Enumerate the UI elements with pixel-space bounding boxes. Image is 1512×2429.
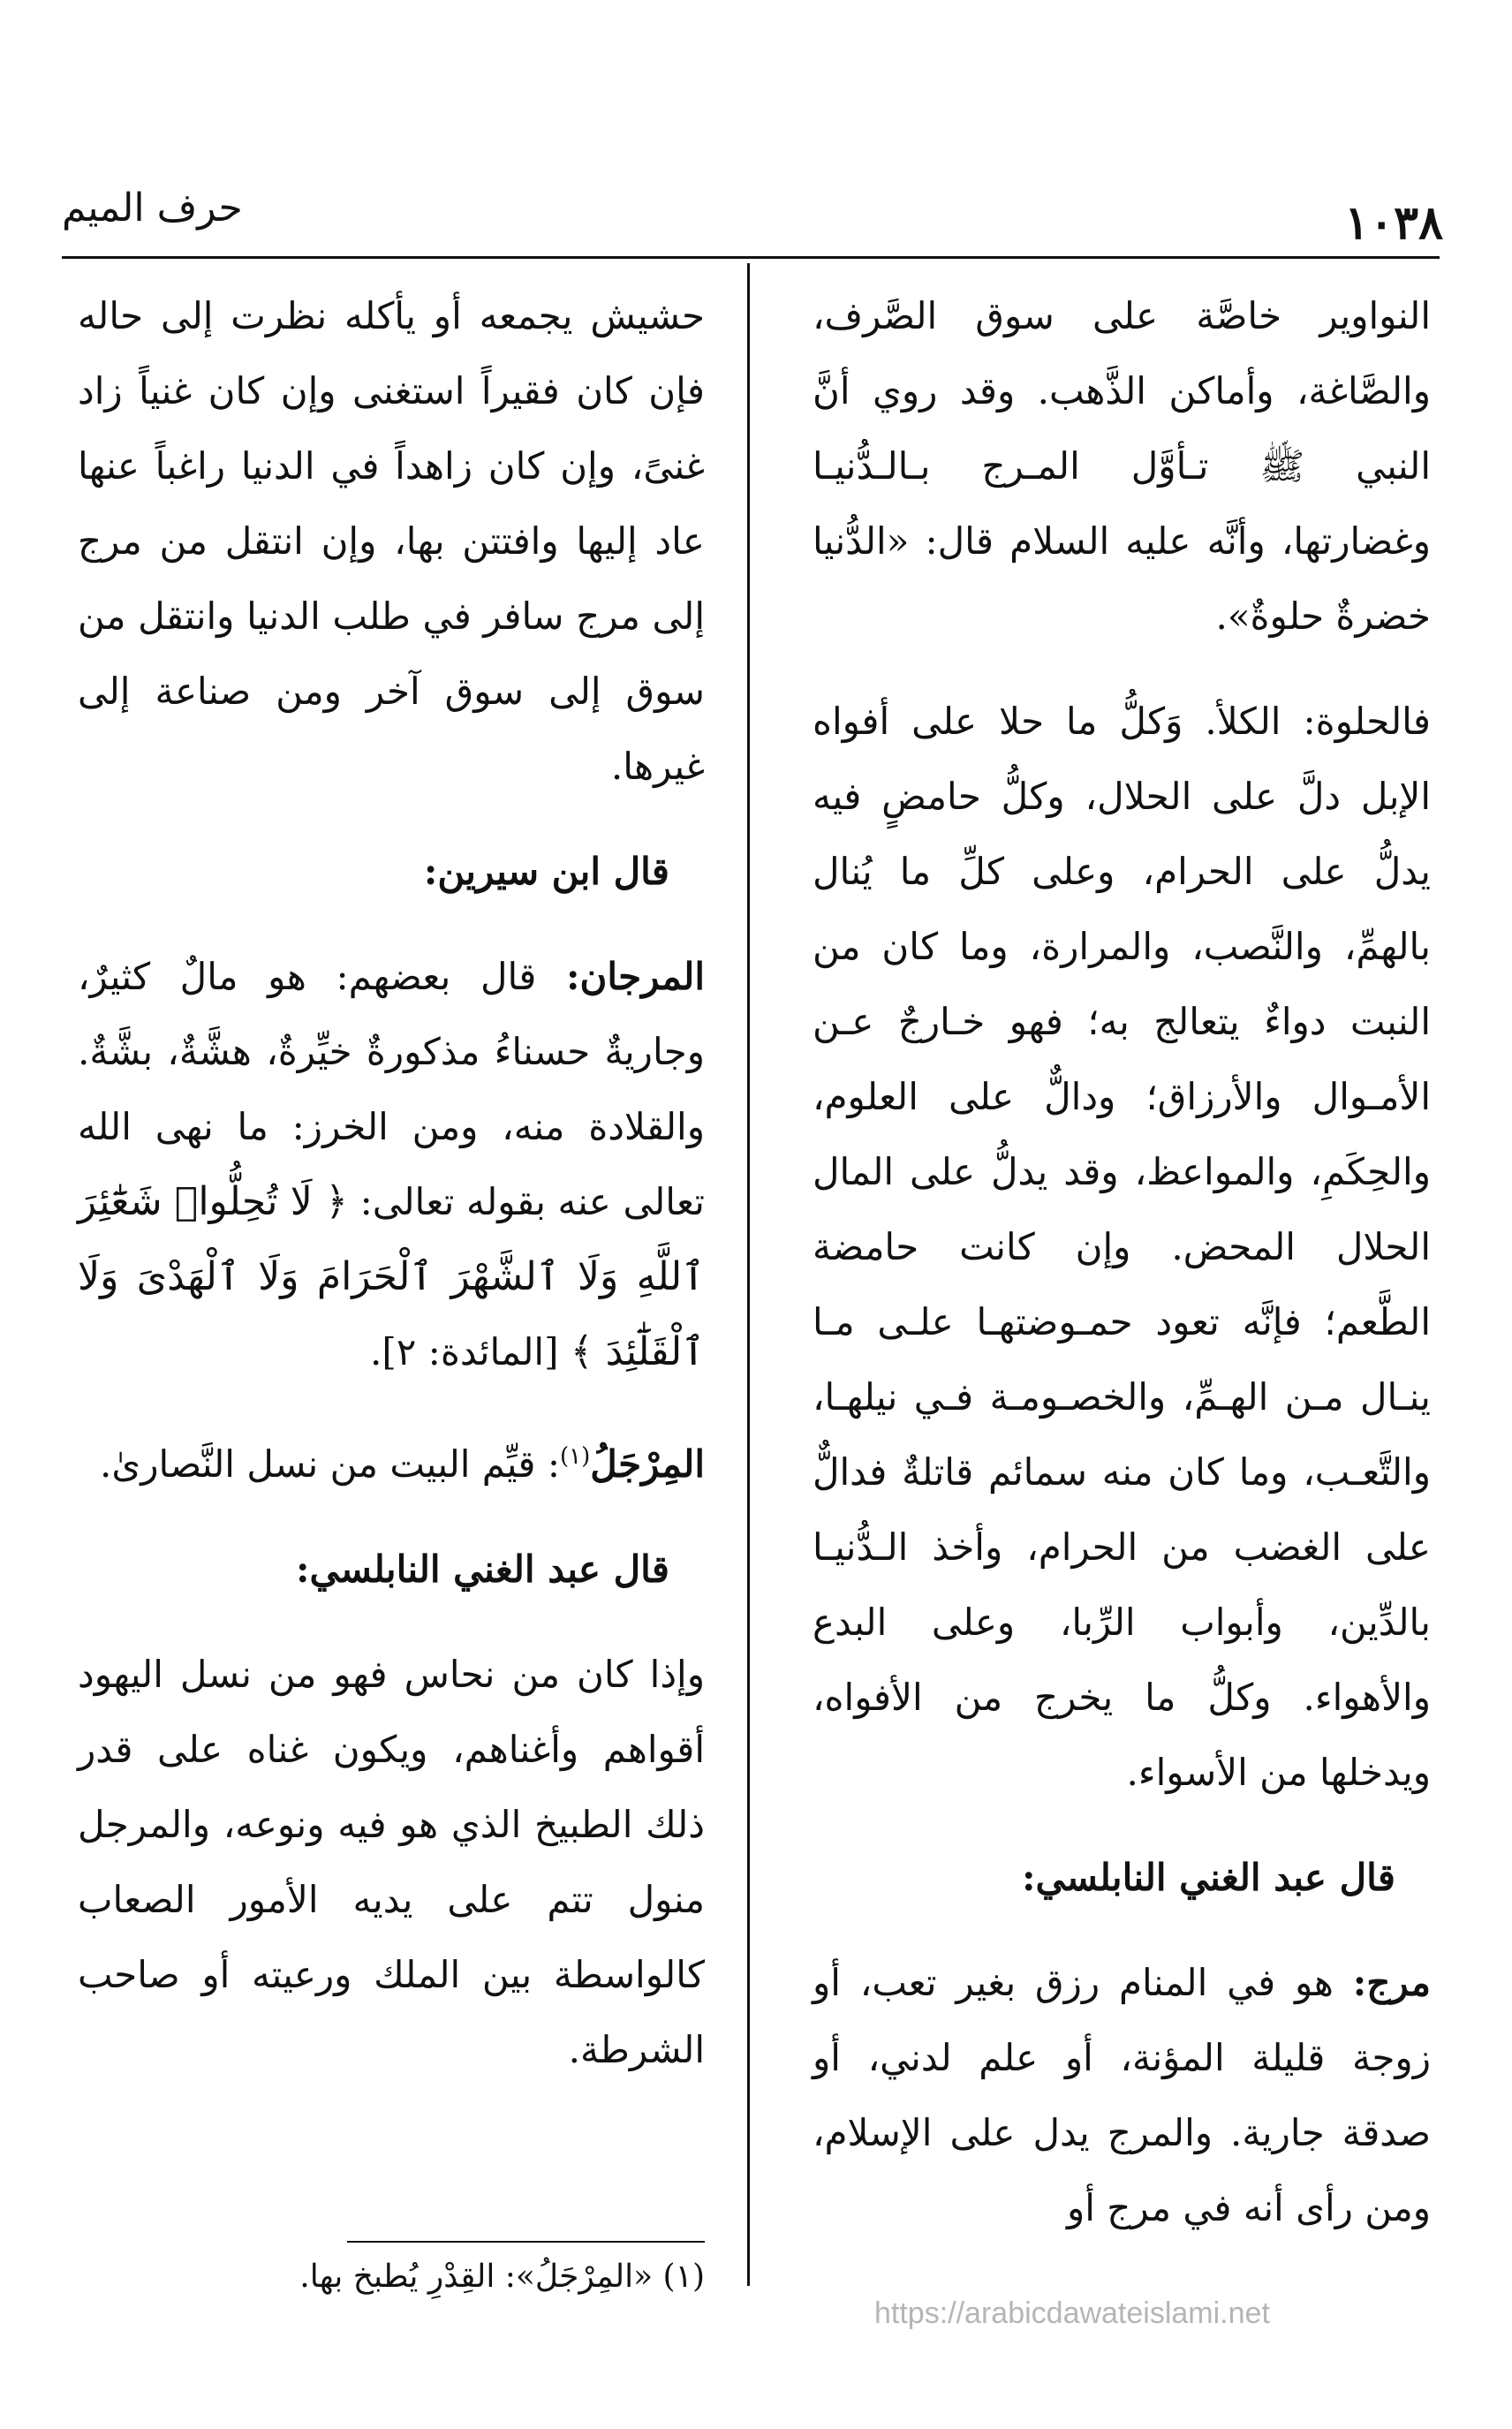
- left-heading-2: قال عبد الغني النابلسي:: [296, 1547, 669, 1591]
- left-paragraph-2-text: قال بعضهم: هو مالٌ كثيرٌ، وجاريةٌ حسناءُ مذكورةٌ خيِّرةٌ، هشَّةٌ، بشَّةٌ. والقلادة منه، ومن الخرز: ما نهى الله تعالى عنه بقوله تعالى:: [78, 955, 705, 1223]
- right-paragraph-1: النواوير خاصَّة على سوق الصَّرف، والصَّاغة، وأماكن الذَّهب. وقد روي أنَّ النبي ﷺ تـأوَّل المـرج بـالـدُّنيـا وغضارتها، وأنَّه عليه السلام قال: «الدُّنيا خضرةٌ حلوةٌ».: [813, 294, 1431, 638]
- left-heading-1: قال ابن سيرين:: [423, 850, 669, 893]
- header-rule: [62, 256, 1440, 259]
- term-marj: مرج:: [1352, 1961, 1431, 2004]
- left-paragraph-4: وإذا كان من نحاس فهو من نسل اليهود أقواهم وأغناهم، ويكون غناه على قدر ذلك الطبيخ الذي هو فيه ونوعه، والمرجل منول تتم على يديه الأمور الصعاب كالواسطة بين الملك ورعيته أو صاحب الشرطة.: [78, 1653, 705, 2071]
- left-paragraph-3: [78, 1419, 705, 1502]
- running-title: حرف الميم: [62, 185, 243, 231]
- term-murjan: المرجان:: [565, 955, 705, 998]
- left-column: [78, 278, 705, 2117]
- footnote-marker: (١): [560, 1443, 591, 1470]
- quran-verse: ﴿ لَا تُحِلُّوا۟ شَعَٰٓئِرَ ٱللَّهِ وَلَا ٱلشَّهْرَ ٱلْحَرَامَ وَلَا ٱلْهَدْىَ وَلَا ٱلْقَلَٰٓئِدَ ﴾: [78, 1179, 705, 1374]
- footnote-rule: [347, 2241, 705, 2243]
- left-paragraph-2: [78, 939, 705, 1389]
- right-heading: قال عبد الغني النابلسي:: [1022, 1856, 1395, 1899]
- right-paragraph-3-text: هو في المنام رزق بغير تعب، أو زوجة قليلة المؤنة، أو علم لدني، أو صدقة جارية. والمرج يدل على الإسلام، ومن رأى أنه في مرج أو: [813, 1961, 1431, 2229]
- left-paragraph-1: حشيش يجمعه أو يأكله نظرت إلى حاله فإن كان فقيراً استغنى وإن كان غنياً زاد غنىً، وإن كان زاهداً في الدنيا راغباً عنها عاد إليها وافتتن بها، وإن انتقل من مرج إلى مرج سافر في طلب الدنيا وانتقل من سوق إلى سوق آخر ومن صناعة إلى غيرها.: [78, 294, 705, 788]
- right-paragraph-2: فالحلوة: الكلأ. وَكلُّ ما حلا على أفواه الإبل دلَّ على الحلال، وكلُّ حامضٍ فيه يدلُّ على الحرام، وعلى كلِّ ما يُنال بالهمِّ، والنَّصب، والمرارة، وما كان من النبت دواءٌ يتعالج به؛ فهو خـارجٌ عـن الأمـوال والأرزاق؛ ودالٌّ على العلوم، والحِكَمِ، والمواعظ، وقد يدلُّ على المال الحلال المحض. وإن كانت حامضة الطَّعم؛ فإنَّه تعود حمـوضتهـا علـى مـا ينـال مـن الهـمِّ، والخصـومـة فـي نيلهـا، والتَّعـب، وما كان منه سمائم قاتلةٌ فدالٌّ على الغضب من الحرام، وأخذ الـدُّنيـا بالدِّين، وأبواب الرِّبا، وعلى البدع والأهواء. وكلُّ ما يخرج من الأفواه، ويدخلها من الأسواء.: [813, 700, 1431, 1794]
- right-column: [813, 278, 1431, 2275]
- right-paragraph-3: [813, 1945, 1431, 2245]
- term-mirjal: المِرْجَلُ: [590, 1442, 705, 1486]
- footnote: (١) «المِرْجَلُ»: القِدْرِ يُطبخ بها.: [299, 2259, 705, 2295]
- left-paragraph-3-text: : قيِّم البيت من نسل النَّصارىٰ.: [100, 1442, 561, 1486]
- column-divider: [747, 263, 750, 2286]
- page-number: ١٠٣٨: [1344, 196, 1443, 250]
- verse-reference: [المائدة: ٢].: [370, 1330, 571, 1373]
- watermark: https://arabicdawateislami.net: [874, 2297, 1270, 2330]
